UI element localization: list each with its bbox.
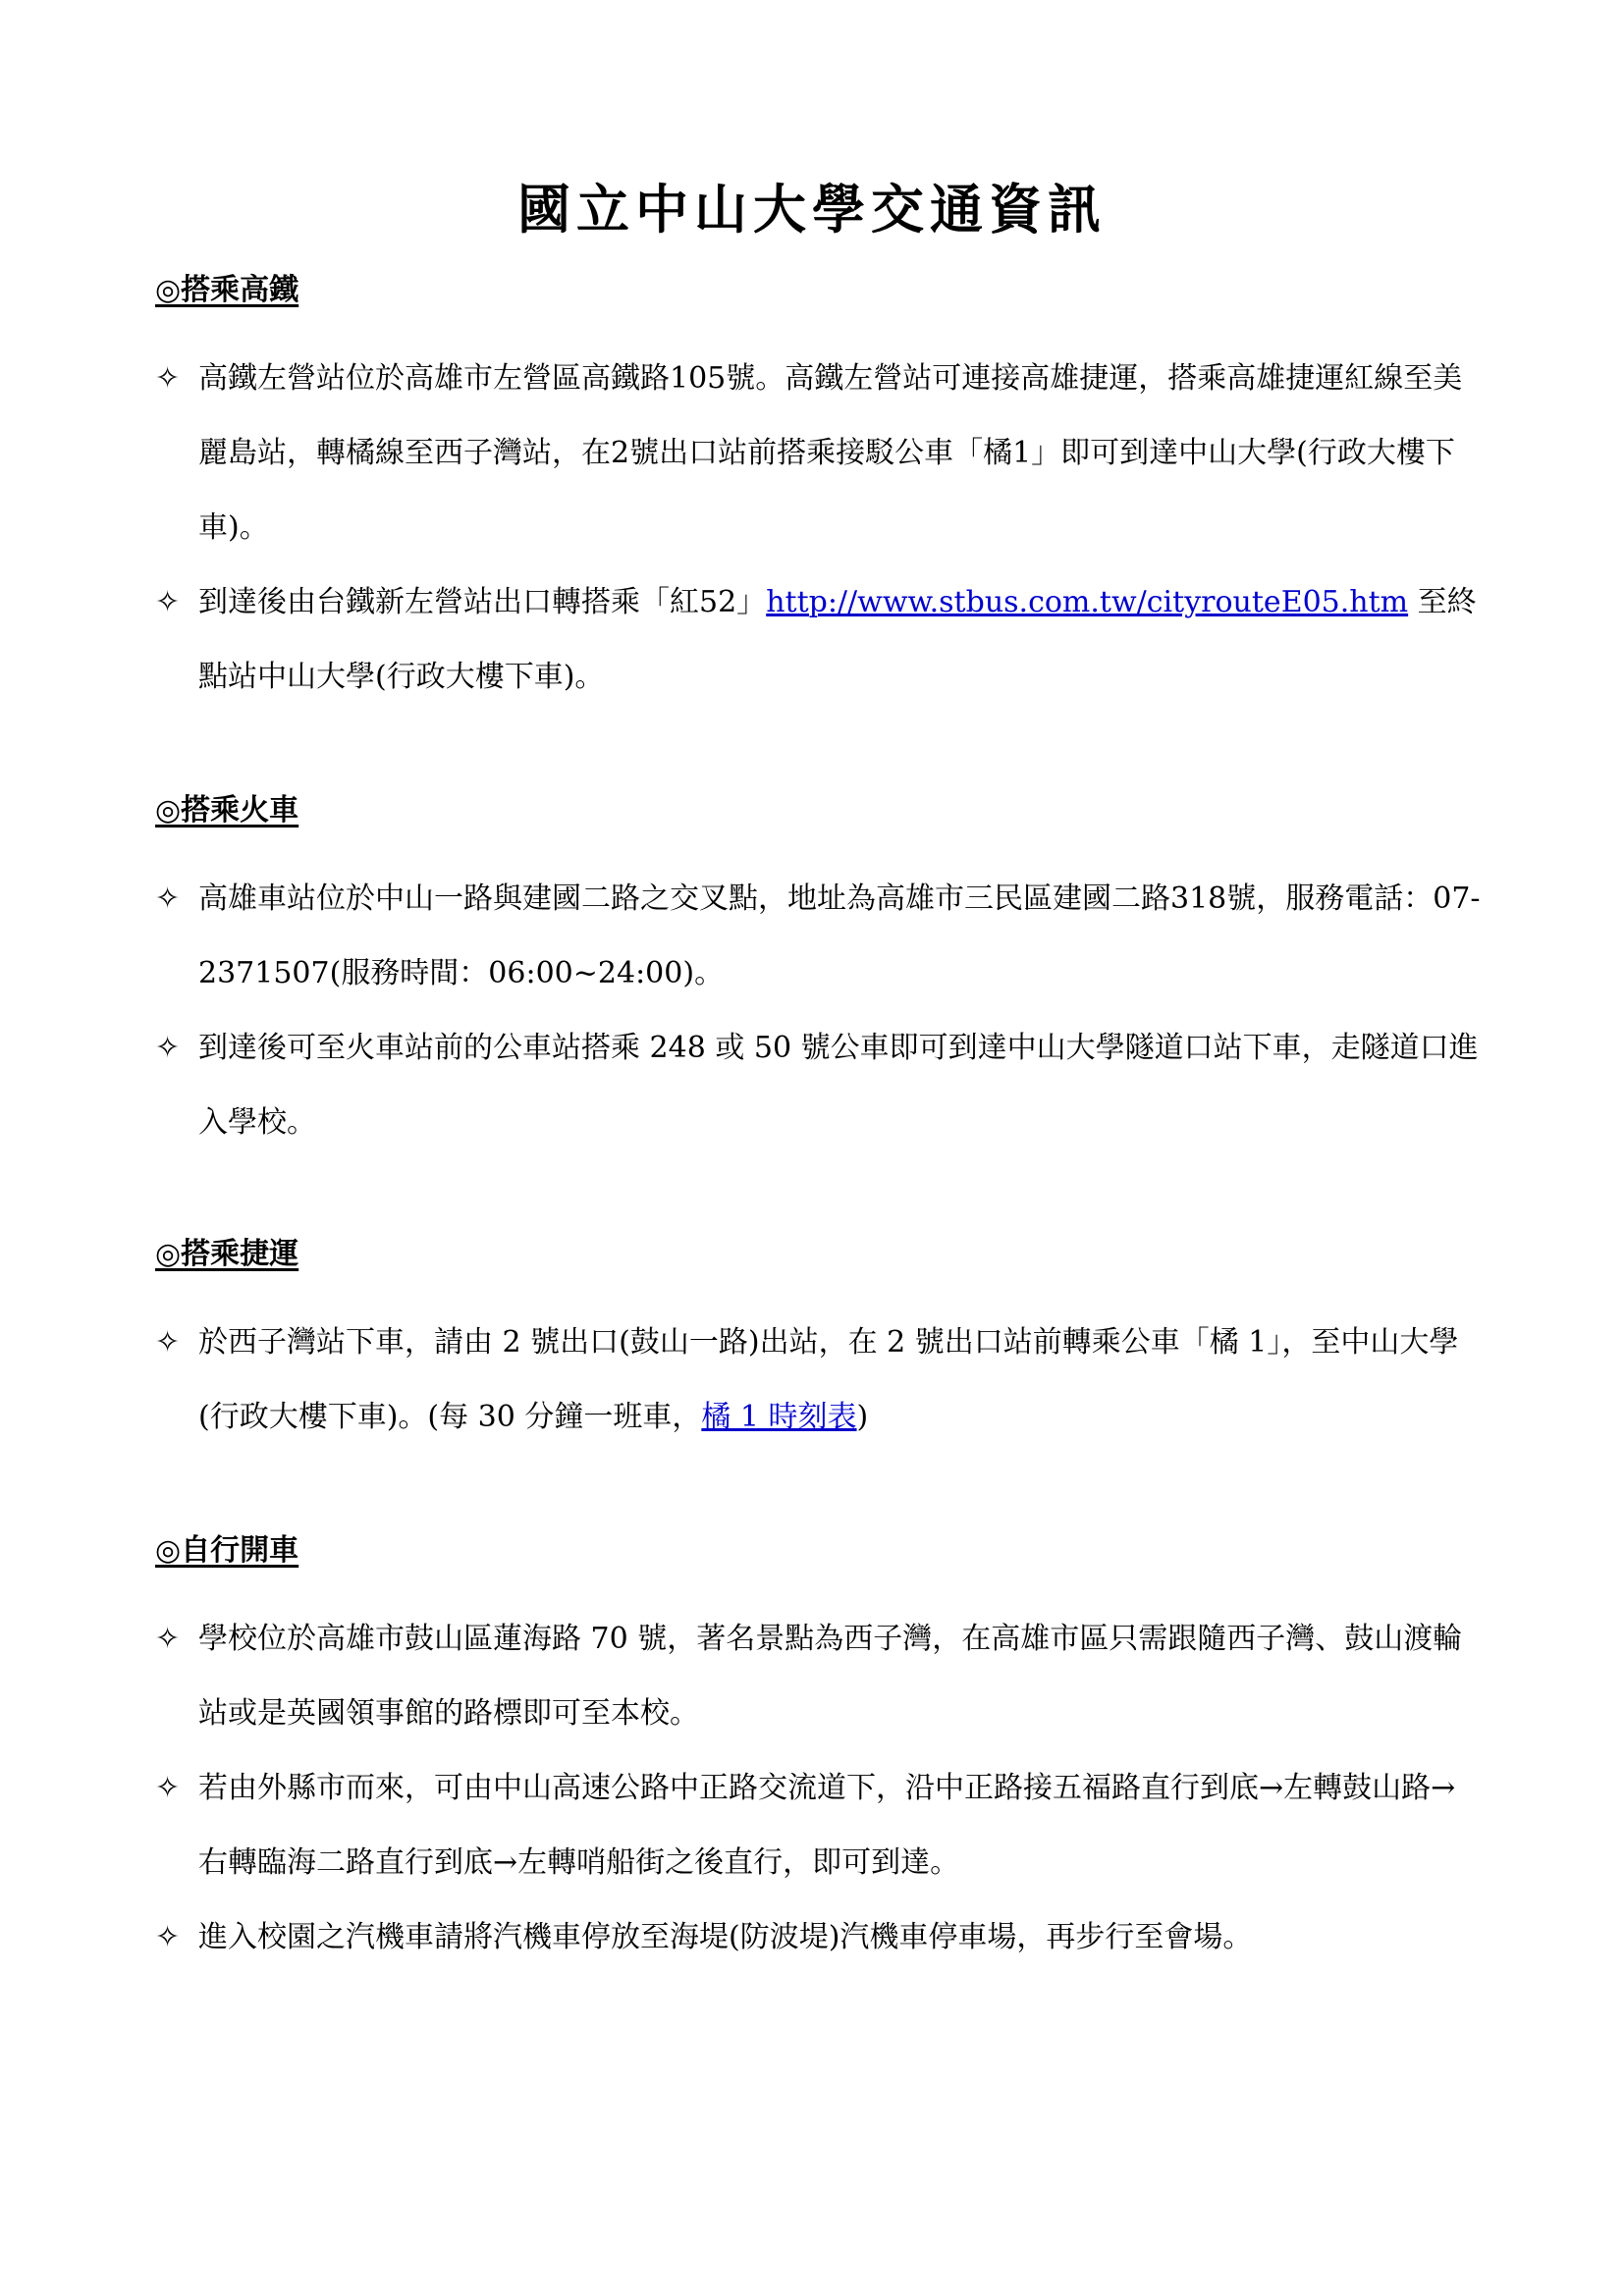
- item-text: ): [856, 1400, 869, 1434]
- bullet-list: [155, 342, 1481, 715]
- list-item: [155, 1011, 1481, 1160]
- section-hsr: [155, 271, 1481, 715]
- item-text: 學校位於高雄市鼓山區蓮海路 70 號，著名景點為西子灣，在高雄市區只需跟隨西子灣、鼓山渡輪站或是英國領事館的路標即可至本校。: [198, 1622, 1463, 1731]
- list-item: [155, 565, 1481, 715]
- bullet-list: [155, 1602, 1481, 1975]
- section-heading-train: ◎搭乘火車: [155, 793, 299, 828]
- item-text: 高鐵左營站位於高雄市左營區高鐵路105號。高鐵左營站可連接高雄捷運，搭乘高雄捷運紅線至美麗島站，轉橘線至西子灣站，在2號出口站前搭乘接駁公車「橘1」即可到達中山大學(行政大樓下車)。: [198, 361, 1463, 545]
- diamond-star-icon: ✧: [155, 1325, 181, 1360]
- section-drive: [155, 1531, 1481, 1975]
- section-heading-hsr: ◎搭乘高鐵: [155, 273, 299, 307]
- diamond-star-icon: ✧: [155, 881, 181, 916]
- section-train: [155, 791, 1481, 1160]
- item-text: 若由外縣市而來，可由中山高速公路中正路交流道下，沿中正路接五福路直行到底→左轉鼓山路→右轉臨海二路直行到底→左轉哨船街之後直行，即可到達。: [198, 1771, 1456, 1880]
- orange1-timetable-link[interactable]: 橘 1 時刻表: [701, 1400, 857, 1434]
- section-mrt: [155, 1235, 1481, 1455]
- stbus-route-link[interactable]: http://www.stbus.com.tw/cityrouteE05.htm: [766, 585, 1409, 619]
- list-item: [155, 1306, 1481, 1455]
- diamond-star-icon: ✧: [155, 361, 181, 396]
- diamond-star-icon: ✧: [155, 1920, 181, 1954]
- list-item: [155, 1751, 1481, 1900]
- item-text: 到達後可至火車站前的公車站搭乘 248 或 50 號公車即可到達中山大學隧道口站下車，走隧道口進入學校。: [198, 1031, 1479, 1140]
- section-heading-drive: ◎自行開車: [155, 1533, 299, 1568]
- diamond-star-icon: ✧: [155, 585, 181, 619]
- item-text: 至終點站中山大學(行政大樓下車)。: [198, 585, 1477, 694]
- diamond-star-icon: ✧: [155, 1771, 181, 1805]
- page-title: 國立中山大學交通資訊: [517, 178, 1107, 240]
- list-item: [155, 342, 1481, 565]
- list-item: [155, 862, 1481, 1011]
- item-text: 進入校園之汽機車請將汽機車停放至海堤(防波堤)汽機車停車場，再步行至會場。: [198, 1920, 1253, 1954]
- item-text: 高雄車站位於中山一路與建國二路之交叉點，地址為高雄市三民區建國二路318號，服務電話：07-2371507(服務時間：06:00~24:00)。: [198, 881, 1481, 990]
- list-item: [155, 1900, 1481, 1975]
- list-item: [155, 1602, 1481, 1751]
- bullet-list: [155, 862, 1481, 1160]
- item-text: 於西子灣站下車，請由 2 號出口(鼓山一路)出站，在 2 號出口站前轉乘公車「橘 1」，至中山大學(行政大樓下車)。(每 30 分鐘一班車，: [198, 1325, 1459, 1434]
- section-heading-mrt: ◎搭乘捷運: [155, 1237, 299, 1271]
- diamond-star-icon: ✧: [155, 1622, 181, 1656]
- item-text: 到達後由台鐵新左營站出口轉搭乘「紅52」: [198, 585, 767, 619]
- bullet-list: [155, 1306, 1481, 1455]
- diamond-star-icon: ✧: [155, 1031, 181, 1065]
